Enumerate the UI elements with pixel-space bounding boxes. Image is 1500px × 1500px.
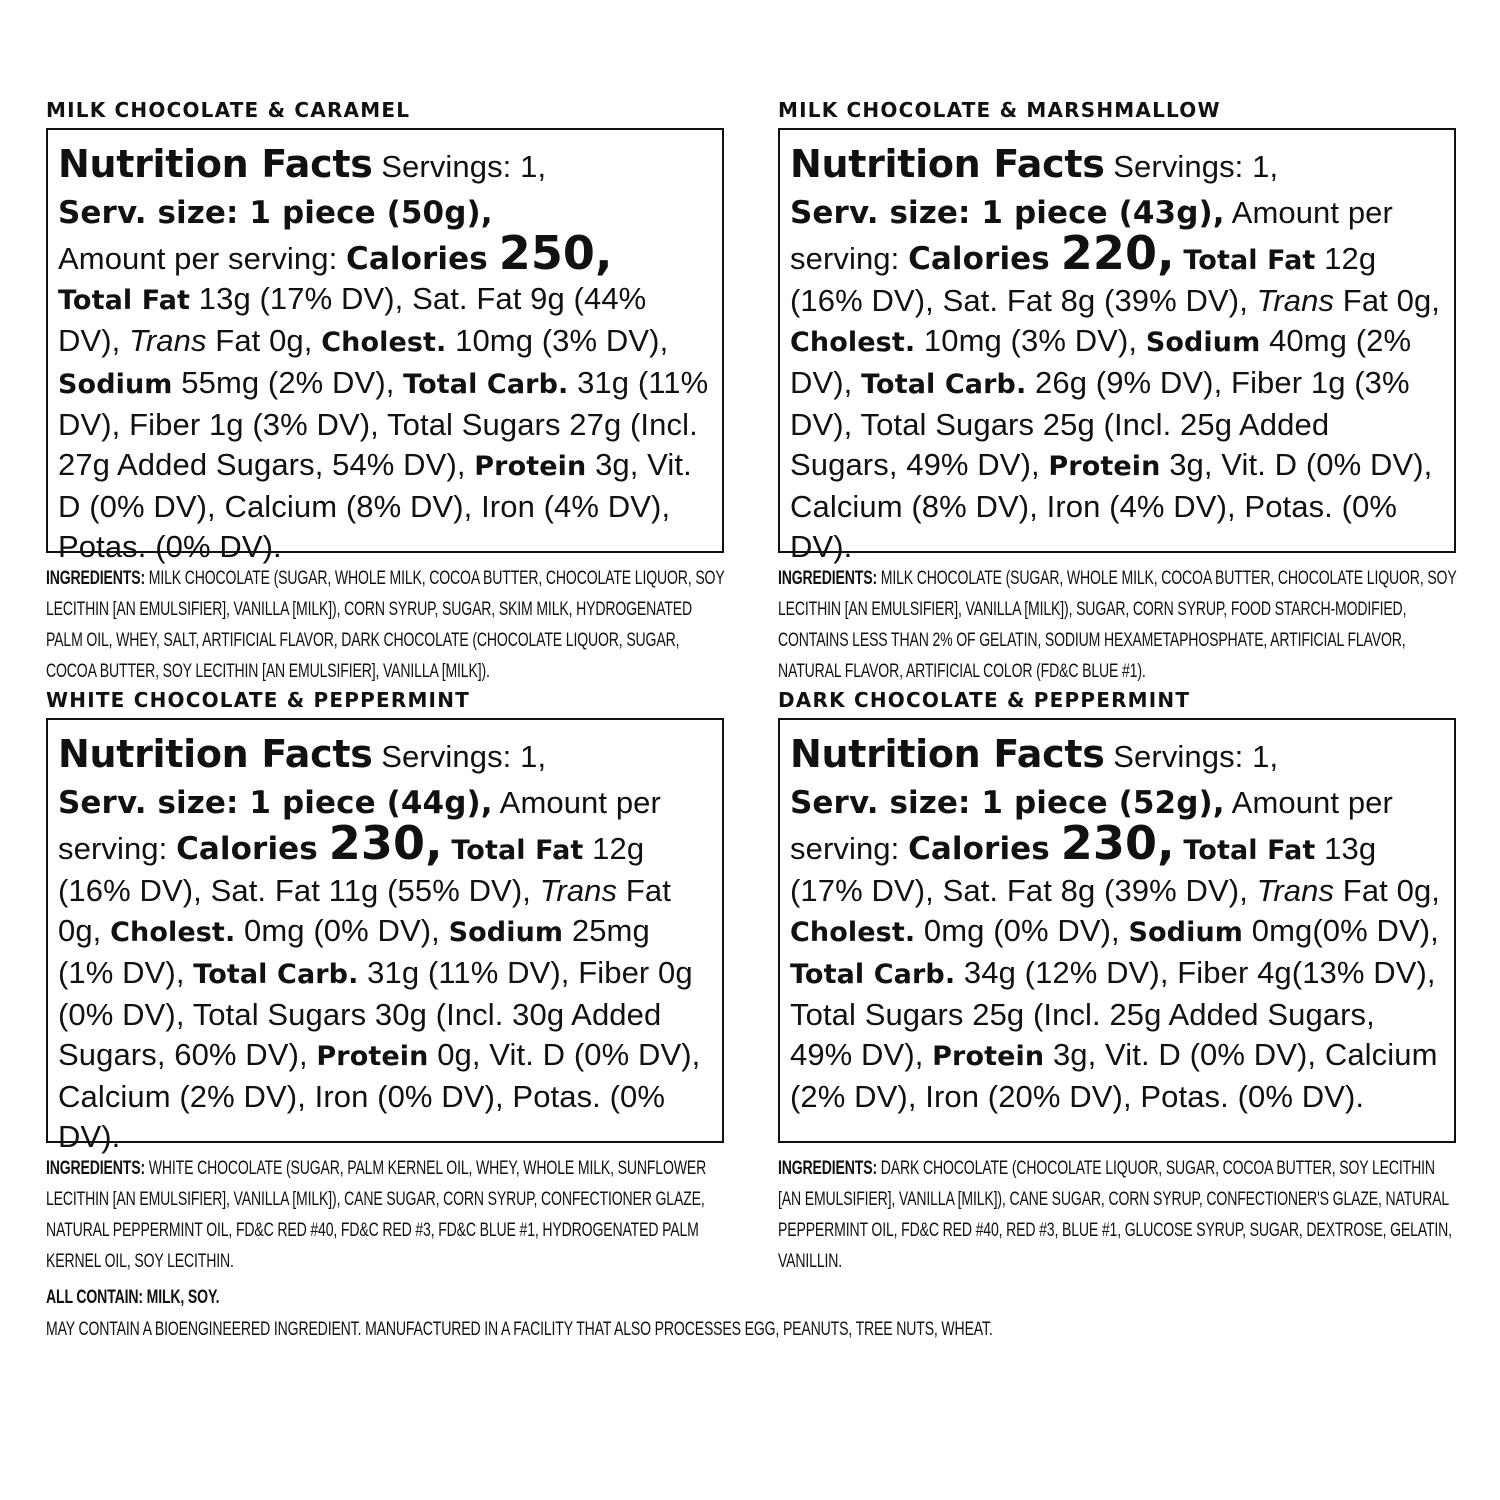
nf-calories-label: Calories: [908, 241, 1061, 277]
nf-fat-text: 13g (17% DV), Sat. Fat 9g (44% DV),: [58, 281, 647, 358]
nf-protein-label: Protein: [1048, 451, 1161, 482]
nf-sodium-label: Sodium: [1128, 917, 1244, 948]
nf-trans-label: Trans: [129, 323, 207, 358]
nf-calories-label: Calories: [176, 831, 329, 867]
nf-trans-label: Trans: [1256, 283, 1335, 318]
allergen-footer: [46, 1282, 1038, 1346]
nf-fat-label: Total Fat: [451, 835, 584, 866]
nf-trans-text: Fat 0g,: [1334, 873, 1441, 908]
nf-fat-label: Total Fat: [1183, 245, 1316, 276]
nf-carb-text: 34g (12% DV), Fiber 4g(13% DV), Total Sugars 25g (Incl. 25g Added Sugars, 49% DV),: [790, 955, 1436, 1072]
nf-serving-size: Serv. size: 1 piece (43g),: [790, 195, 1225, 231]
nf-chol-text: 0mg (0% DV),: [915, 913, 1129, 948]
ingredients-label: INGREDIENTS:: [46, 568, 145, 589]
nutrition-facts-text: [790, 138, 1444, 567]
nf-serving-size: Serv. size: 1 piece (44g),: [58, 785, 493, 821]
nf-sodium-text: 40mg (2% DV),: [790, 323, 1412, 400]
nf-title-line: [790, 138, 1444, 193]
nf-servings: Servings: 1,: [1104, 739, 1279, 774]
nutrition-facts-box: [46, 718, 724, 1154]
nutrition-facts-box: [46, 128, 724, 564]
ingredients: [46, 1153, 727, 1277]
ingredients-text: WHITE CHOCOLATE (SUGAR, PALM KERNEL OIL, WHEY, WHOLE MILK, SUNFLOWER LECITHIN [AN EMULSIFIER], VANILLA [MILK]), CANE SUGAR, CORN SYRUP, CONFECTIONER GLAZE, NATURAL PEPPERMINT OIL, FD&C RED #40, FD&C RED #3, FD&C BLUE #1, HYDROGENATED PALM KERNEL OIL, SOY LECITHIN.: [46, 1158, 707, 1272]
nf-fat-text: 12g (16% DV), Sat. Fat 11g (55% DV),: [58, 831, 645, 908]
nf-amount-label: Amount per serving:: [790, 195, 1393, 276]
nf-fat-text: 12g (16% DV), Sat. Fat 8g (39% DV),: [790, 241, 1377, 318]
nf-title: Nutrition Facts: [790, 142, 1105, 186]
nf-calories-value: 220,: [1060, 226, 1175, 280]
nf-sodium-label: Sodium: [58, 369, 173, 400]
nf-carb-label: Total Carb.: [861, 369, 1027, 400]
allergen-statement: ALL CONTAIN: MILK, SOY.: [46, 1287, 220, 1308]
ingredients: [778, 1153, 1459, 1277]
panel-heading: MILK CHOCOLATE & CARAMEL: [46, 98, 411, 122]
nutrition-facts-text: [790, 728, 1444, 1117]
panel-milk-chocolate-caramel: [46, 98, 724, 687]
nf-protein-text: 0g, Vit. D (0% DV), Calcium (2% DV), Iron (0% DV), Potas. (0% DV).: [58, 1037, 701, 1154]
nf-calories-value: 230,: [1060, 816, 1175, 870]
nf-serving-size: Serv. size: 1 piece (52g),: [790, 785, 1225, 821]
nf-servings: Servings: 1,: [372, 739, 547, 774]
nf-sodium-label: Sodium: [448, 917, 564, 948]
nutrition-facts-box: [778, 128, 1456, 564]
nf-title: Nutrition Facts: [58, 142, 373, 186]
ingredients-label: INGREDIENTS:: [778, 1158, 877, 1179]
nf-carb-label: Total Carb.: [193, 959, 359, 990]
ingredients-label: INGREDIENTS:: [46, 1158, 145, 1179]
nf-chol-text: 0mg (0% DV),: [235, 913, 449, 948]
nf-protein-text: 3g, Vit. D (0% DV), Calcium (8% DV), Iron (4% DV), Potas. (0% DV).: [58, 447, 692, 564]
nf-calories-value: 230,: [328, 816, 443, 870]
nf-calories-value: 250,: [498, 226, 613, 280]
nf-sodium-text: 25mg (1% DV),: [58, 913, 650, 990]
nf-protein-label: Protein: [316, 1041, 429, 1072]
nf-chol-label: Cholest.: [110, 917, 236, 948]
nf-calories-label: Calories: [346, 241, 499, 277]
nf-fat-text: 13g (17% DV), Sat. Fat 8g (39% DV),: [790, 831, 1377, 908]
nf-chol-label: Cholest.: [790, 327, 916, 358]
nf-protein-text: 3g, Vit. D (0% DV), Calcium (2% DV), Iron (20% DV), Potas. (0% DV).: [790, 1037, 1438, 1114]
nf-calories-label: Calories: [908, 831, 1061, 867]
nf-carb-label: Total Carb.: [403, 369, 569, 400]
nf-title: Nutrition Facts: [58, 732, 373, 776]
panel-white-chocolate-peppermint: [46, 688, 724, 1277]
ingredients: [46, 563, 727, 687]
facility-notice: MAY CONTAIN A BIOENGINEERED INGREDIENT. MANUFACTURED IN A FACILITY THAT ALSO PROCESSES EGG, PEANUTS, TREE NUTS, WHEAT.: [46, 1319, 993, 1340]
ingredients-text: MILK CHOCOLATE (SUGAR, WHOLE MILK, COCOA BUTTER, CHOCOLATE LIQUOR, SOY LECITHIN [AN EMULSIFIER], VANILLA [MILK]), SUGAR, CORN SYRUP, FOOD STARCH-MODIFIED, CONTAINS LESS THAN 2% OF GELATIN, SODIUM HEXAMETAPHOSPHATE, ARTIFICIAL FLAVOR, NATURAL FLAVOR, ARTIFICIAL COLOR (FD&C BLUE #1).: [778, 568, 1457, 682]
nf-carb-label: Total Carb.: [790, 959, 956, 990]
nf-trans-text: Fat 0g,: [1334, 283, 1441, 318]
nf-chol-text: 10mg (3% DV),: [915, 323, 1146, 358]
nf-trans-text: Fat 0g,: [58, 873, 671, 948]
panel-milk-chocolate-marshmallow: [778, 98, 1456, 687]
nf-amount-label: Amount per serving:: [790, 785, 1393, 866]
nf-trans-text: Fat 0g,: [206, 323, 322, 358]
nf-carb-text: 26g (9% DV), Fiber 1g (3% DV), Total Sugars 25g (Incl. 25g Added Sugars, 49% DV),: [790, 365, 1410, 482]
ingredients-label: INGREDIENTS:: [778, 568, 877, 589]
nf-protein-label: Protein: [474, 451, 587, 482]
nf-protein-label: Protein: [932, 1041, 1045, 1072]
nutrition-facts-text: [58, 728, 712, 1157]
nf-sodium-text: 0mg(0% DV),: [1243, 913, 1439, 948]
ingredients-text: MILK CHOCOLATE (SUGAR, WHOLE MILK, COCOA BUTTER, CHOCOLATE LIQUOR, SOY LECITHIN [AN EMULSIFIER], VANILLA [MILK]), CORN SYRUP, SUGAR, SKIM MILK, HYDROGENATED PALM OIL, WHEY, SALT, ARTIFICIAL FLAVOR, DARK CHOCOLATE (CHOCOLATE LIQUOR, SUGAR, COCOA BUTTER, SOY LECITHIN [AN EMULSIFIER], VANILLA [MILK]).: [46, 568, 725, 682]
panel-dark-chocolate-peppermint: [778, 688, 1456, 1277]
panel-heading: MILK CHOCOLATE & MARSHMALLOW: [778, 98, 1221, 122]
nutrition-facts-text: [58, 138, 712, 567]
nf-fat-label: Total Fat: [58, 285, 191, 316]
ingredients: [778, 563, 1459, 687]
nf-serving-size: Serv. size: 1 piece (50g),: [58, 195, 493, 231]
nf-amount-label: Amount per serving:: [58, 241, 347, 276]
nf-trans-label: Trans: [1256, 873, 1335, 908]
nf-title: Nutrition Facts: [790, 732, 1105, 776]
panel-heading: WHITE CHOCOLATE & PEPPERMINT: [46, 688, 470, 712]
nf-trans-label: Trans: [539, 873, 618, 908]
nf-title-line: [58, 728, 712, 783]
nf-title-line: [58, 138, 712, 193]
nf-chol-label: Cholest.: [790, 917, 916, 948]
nf-carb-text: 31g (11% DV), Fiber 1g (3% DV), Total Sugars 27g (Incl. 27g Added Sugars, 54% DV),: [58, 365, 709, 482]
nf-title-line: [790, 728, 1444, 783]
nf-fat-label: Total Fat: [1183, 835, 1316, 866]
nf-chol-label: Cholest.: [321, 327, 447, 358]
nutrition-facts-box: [778, 718, 1456, 1143]
nf-carb-text: 31g (11% DV), Fiber 0g (0% DV), Total Sugars 30g (Incl. 30g Added Sugars, 60% DV),: [58, 955, 693, 1072]
panel-heading: DARK CHOCOLATE & PEPPERMINT: [778, 688, 1191, 712]
nf-sodium-label: Sodium: [1145, 327, 1261, 358]
nf-chol-text: 10mg (3% DV),: [446, 323, 669, 358]
nf-servings: Servings: 1,: [372, 149, 547, 184]
nf-protein-text: 3g, Vit. D (0% DV), Calcium (8% DV), Iron (4% DV), Potas. (0% DV).: [790, 447, 1433, 564]
nf-sodium-text: 55mg (2% DV),: [172, 365, 404, 400]
ingredients-text: DARK CHOCOLATE (CHOCOLATE LIQUOR, SUGAR, COCOA BUTTER, SOY LECITHIN [AN EMULSIFIER], VANILLA [MILK]), CANE SUGAR, CORN SYRUP, CONFECTIONER'S GLAZE, NATURAL PEPPERMINT OIL, FD&C RED #40, RED #3, BLUE #1, GLUCOSE SYRUP, SUGAR, DEXTROSE, GELATIN, VANILLIN.: [778, 1158, 1452, 1272]
nf-amount-label: Amount per serving:: [58, 785, 661, 866]
nf-servings: Servings: 1,: [1104, 149, 1279, 184]
